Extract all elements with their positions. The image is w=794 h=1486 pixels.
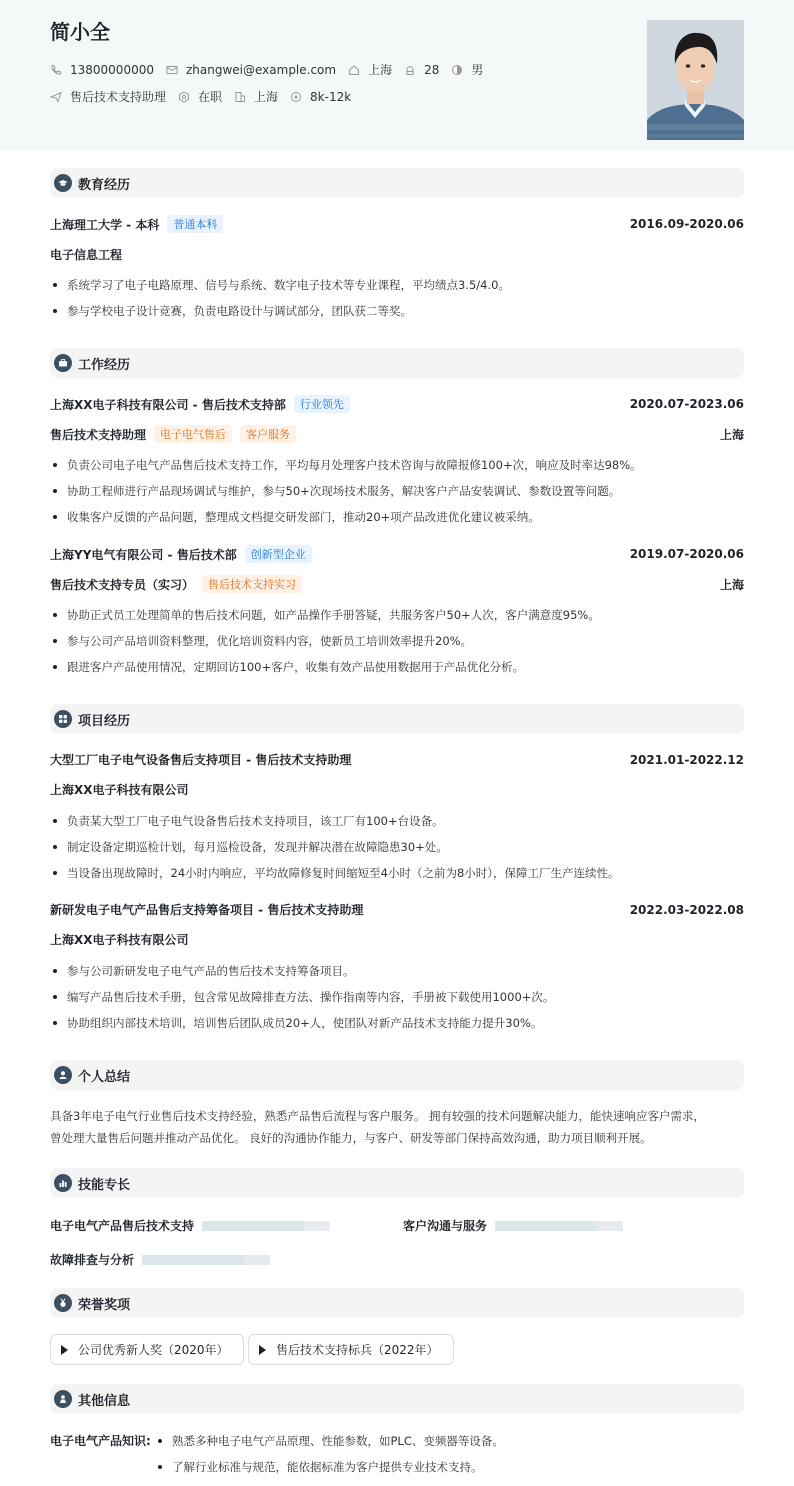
target-city-item bbox=[234, 88, 278, 105]
list-item: 制定设备定期巡检计划，每月巡检设备，发现并解决潜在故障隐患30+处。 bbox=[50, 839, 744, 855]
company-name: 上海XX电子科技有限公司 - 售后技术支持部 bbox=[50, 397, 286, 412]
phone-item bbox=[50, 63, 154, 77]
award-chip bbox=[50, 1334, 244, 1365]
skill-item bbox=[50, 1217, 330, 1234]
role-tag: 售后技术支持实习 bbox=[202, 575, 302, 593]
list-item: 参与学校电子设计竞赛，负责电路设计与调试部分，团队获二等奖。 bbox=[50, 303, 744, 319]
target-city-text: 上海 bbox=[254, 90, 279, 104]
company-tag: 行业领先 bbox=[294, 395, 350, 413]
project-company: 上海XX电子科技有限公司 bbox=[50, 783, 189, 797]
skill-level-bar bbox=[202, 1221, 330, 1231]
other-label: 电子电气产品知识: bbox=[50, 1434, 151, 1448]
school-name: 上海理工大学 - 本科 bbox=[50, 217, 160, 232]
section-work bbox=[50, 348, 744, 378]
job-role: 售后技术支持专员（实习） bbox=[50, 577, 195, 592]
project-entry-header bbox=[50, 751, 744, 768]
job-intent-row bbox=[50, 88, 363, 105]
job-role-row bbox=[50, 425, 744, 443]
award-name: 售后技术支持标兵（2022年） bbox=[276, 1343, 439, 1357]
job-entry-header bbox=[50, 395, 744, 413]
list-item: 系统学习了电子电路原理、信号与系统、数字电子技术等专业课程，平均绩点3.5/4.0。 bbox=[50, 277, 744, 293]
email-text: zhangwei@example.com bbox=[185, 62, 337, 77]
award-chip bbox=[248, 1334, 454, 1365]
section-projects bbox=[50, 704, 744, 734]
job-role-row bbox=[50, 575, 744, 593]
play-icon bbox=[61, 1345, 68, 1355]
job-city: 上海 bbox=[719, 577, 744, 592]
gender-item bbox=[451, 61, 483, 78]
skill-name: 电子电气产品售后技术支持 bbox=[50, 1219, 195, 1233]
section-skills bbox=[50, 1168, 744, 1198]
send-icon bbox=[50, 91, 62, 103]
section-title: 教育经历 bbox=[78, 177, 131, 193]
list-item: 了解行业标准与规范，能依据标准为客户提供专业技术支持。 bbox=[155, 1459, 744, 1475]
contact-row bbox=[50, 61, 495, 78]
job-date: 2019.07-2020.06 bbox=[629, 547, 744, 561]
section-summary bbox=[50, 1060, 744, 1090]
location-text: 上海 bbox=[368, 63, 393, 77]
company-tag: 创新型企业 bbox=[245, 545, 312, 563]
school-tag: 普通本科 bbox=[167, 215, 223, 233]
role-tag: 客户服务 bbox=[240, 425, 296, 443]
job-role: 售后技术支持助理 bbox=[50, 427, 147, 442]
section-title: 技能专长 bbox=[78, 1177, 131, 1193]
status-item bbox=[178, 88, 222, 105]
project-company-row bbox=[50, 781, 744, 798]
skill-item bbox=[403, 1217, 623, 1234]
project-entry-header bbox=[50, 901, 744, 918]
list-item: 熟悉多种电子电气产品原理、性能参数，如PLC、变频器等设备。 bbox=[155, 1433, 744, 1449]
profile-photo bbox=[647, 20, 744, 140]
job-city: 上海 bbox=[719, 427, 744, 442]
list-item: 编写产品售后技术手册，包含常见故障排查方法、操作指南等内容，手册被下载使用1000+次。 bbox=[50, 989, 744, 1005]
section-title: 个人总结 bbox=[78, 1069, 131, 1085]
role-tag: 电子电气售后 bbox=[154, 425, 232, 443]
award-name: 公司优秀新人奖（2020年） bbox=[78, 1343, 229, 1357]
project-company-row bbox=[50, 931, 744, 948]
status-text: 在职 bbox=[198, 90, 223, 104]
project-name: 大型工厂电子电气设备售后支持项目 - 售后技术支持助理 bbox=[50, 753, 352, 767]
list-item: 协助正式员工处理简单的售后技术问题，如产品操作手册答疑，共服务客户50+人次，客户满意度95%。 bbox=[50, 607, 744, 623]
job-entry-header bbox=[50, 545, 744, 563]
section-title: 工作经历 bbox=[78, 357, 131, 373]
education-entry-header bbox=[50, 215, 744, 233]
location-item bbox=[348, 61, 392, 78]
candidate-name: 简小全 bbox=[50, 20, 110, 44]
list-item: 负责某大型工厂电子电气设备售后技术支持项目，该工厂有100+台设备。 bbox=[50, 813, 744, 829]
education-date: 2016.09-2020.06 bbox=[629, 217, 744, 231]
resume-header bbox=[0, 0, 794, 150]
project-date: 2021.01-2022.12 bbox=[629, 752, 744, 767]
list-item: 当设备出现故障时，24小时内响应，平均故障修复时间缩短至4小时（之前为8小时），保障工厂生产连续性。 bbox=[50, 865, 744, 881]
section-other bbox=[50, 1384, 744, 1414]
briefcase-icon bbox=[54, 354, 72, 372]
project-company: 上海XX电子科技有限公司 bbox=[50, 933, 189, 947]
job-title-text: 售后技术支持助理 bbox=[70, 90, 167, 104]
company-name: 上海YY电气有限公司 - 售后技术部 bbox=[50, 547, 237, 562]
project-date: 2022.03-2022.08 bbox=[629, 902, 744, 917]
age-item bbox=[404, 63, 439, 77]
project-name: 新研发电子电气产品售后支持筹备项目 - 售后技术支持助理 bbox=[50, 903, 364, 917]
phone-text: 13800000000 bbox=[70, 62, 154, 77]
skill-level-bar bbox=[142, 1255, 270, 1265]
status-icon bbox=[178, 91, 190, 103]
email-icon bbox=[166, 64, 178, 76]
list-item: 参与公司产品培训资料整理，优化培训资料内容，使新员工培训效率提升20%。 bbox=[50, 633, 744, 649]
play-icon bbox=[259, 1345, 266, 1355]
list-item: 协助工程师进行产品现场调试与维护，参与50+次现场技术服务，解决客户产品安装调试、参数设置等问题。 bbox=[50, 483, 744, 499]
age-icon bbox=[404, 64, 416, 76]
section-title: 荣誉奖项 bbox=[78, 1297, 131, 1313]
phone-icon bbox=[50, 64, 62, 76]
skill-name: 客户沟通与服务 bbox=[403, 1219, 488, 1233]
skill-level-bar bbox=[495, 1221, 623, 1231]
list-item: 协助组织内部技术培训，培训售后团队成员20+人，使团队对新产品技术支持能力提升30%。 bbox=[50, 1015, 744, 1031]
info-person-icon bbox=[54, 1390, 72, 1408]
graduation-cap-icon bbox=[54, 174, 72, 192]
list-item: 参与公司新研发电子电气产品的售后技术支持筹备项目。 bbox=[50, 963, 744, 979]
skill-name: 故障排查与分析 bbox=[50, 1253, 135, 1267]
summary-line: 曾处理大量售后问题并推动产品优化。 良好的沟通协作能力，与客户、研发等部门保持高效沟通，助力项目顺利开展。 bbox=[50, 1131, 652, 1145]
email-item bbox=[166, 63, 336, 77]
skill-item bbox=[50, 1251, 270, 1268]
list-item: 跟进客户产品使用情况，定期回访100+客户，收集有效产品使用数据用于产品优化分析。 bbox=[50, 659, 744, 675]
summary-line: 具备3年电子电气行业售后技术支持经验，熟悉产品售后流程与客户服务。 拥有较强的技术问题解决能力，能快速响应客户需求， bbox=[50, 1109, 705, 1123]
gender-text: 男 bbox=[471, 63, 484, 77]
major: 电子信息工程 bbox=[50, 248, 123, 262]
section-title: 其他信息 bbox=[78, 1393, 131, 1409]
home-icon bbox=[348, 64, 360, 76]
section-title: 项目经历 bbox=[78, 713, 131, 729]
list-item: 收集客户反馈的产品问题，整理成文档提交研发部门，推动20+项产品改进优化建议被采纳。 bbox=[50, 509, 744, 525]
job-date: 2020.07-2023.06 bbox=[629, 397, 744, 411]
job-title-item bbox=[50, 88, 166, 105]
building-icon bbox=[234, 91, 246, 103]
age-text: 28 bbox=[424, 62, 440, 77]
bar-chart-icon bbox=[54, 1174, 72, 1192]
person-icon bbox=[54, 1066, 72, 1084]
gender-icon bbox=[451, 64, 463, 76]
section-awards bbox=[50, 1288, 744, 1318]
section-education bbox=[50, 168, 744, 198]
summary-text bbox=[50, 1105, 744, 1149]
salary-text: 8k-12k bbox=[310, 89, 352, 104]
grid-icon bbox=[54, 710, 72, 728]
medal-icon bbox=[54, 1294, 72, 1312]
salary-icon bbox=[290, 91, 302, 103]
education-major-row bbox=[50, 246, 744, 263]
list-item: 负责公司电子电气产品售后技术支持工作，平均每月处理客户技术咨询与故障报修100+次，响应及时率达98%。 bbox=[50, 457, 744, 473]
salary-item bbox=[290, 90, 351, 104]
